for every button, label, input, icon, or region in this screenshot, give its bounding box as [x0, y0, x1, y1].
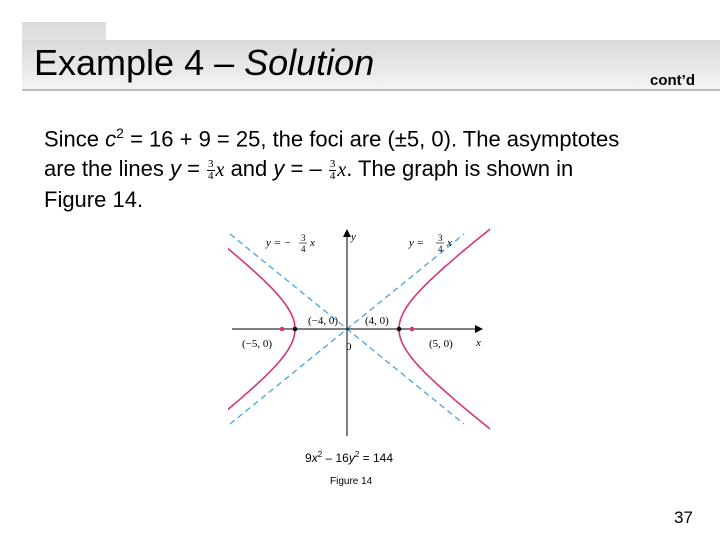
- page-number: 37: [674, 508, 693, 527]
- body-text-segment: Since: [44, 126, 106, 152]
- equation-coefficient: 9: [305, 451, 312, 465]
- equals-sign: =: [180, 156, 207, 182]
- exponent: 2: [116, 125, 124, 141]
- variable-y: y: [273, 156, 285, 182]
- vertex-left-point: [293, 327, 298, 332]
- asymptote-left-frac-num: 3: [301, 233, 306, 243]
- body-line-1: [44, 118, 704, 154]
- equation-exponent: 2: [317, 450, 323, 459]
- vertex-right-label: (4, 0): [365, 315, 389, 327]
- variable-x: x: [215, 159, 225, 182]
- variable-x: x: [337, 159, 347, 182]
- focus-right-label: (5, 0): [429, 338, 453, 350]
- vertex-left-label: (−4, 0): [308, 315, 339, 327]
- fraction-three-fourths: [329, 159, 337, 182]
- fraction-three-fourths: [207, 159, 215, 182]
- body-paragraph: [44, 118, 704, 215]
- slide-title: [34, 42, 374, 84]
- body-text-segment: and: [230, 156, 274, 182]
- equation-variable-x: x: [311, 451, 318, 465]
- hyperbola-graph: [228, 226, 490, 442]
- body-line-3: Figure 14.: [44, 187, 144, 213]
- asymptote-right-frac-den: 4: [438, 244, 443, 254]
- title-underline: [22, 89, 720, 91]
- asymptote-left-var: x: [310, 237, 315, 249]
- fraction-denominator: 4: [208, 170, 214, 183]
- equals-minus-sign: = –: [284, 156, 328, 182]
- hyperbola-left-branch: [228, 226, 295, 442]
- focus-left-label: (−5, 0): [242, 338, 273, 350]
- figure-caption: Figure 14: [330, 476, 373, 487]
- origin-label: 0: [346, 341, 352, 353]
- hyperbola-figure: [228, 226, 490, 442]
- variable-y: y: [169, 156, 181, 182]
- slide-title-plain: Example 4 –: [34, 42, 245, 83]
- hyperbola-equation: [305, 450, 393, 465]
- vertex-right-point: [397, 327, 402, 332]
- focus-left-point: [280, 327, 285, 332]
- asymptote-right-label: y =: [409, 237, 425, 249]
- body-text-segment: . The graph is shown in: [346, 156, 574, 182]
- fraction-numerator: 3: [208, 158, 214, 171]
- body-line-2: [44, 154, 704, 185]
- asymptote-left-label: y = −: [266, 237, 292, 249]
- y-axis-label: y: [351, 231, 356, 243]
- body-text-segment: = 16 + 9 = 25, the foci are (±5, 0). The asymptotes: [123, 126, 620, 152]
- asymptote-left-frac-den: 4: [301, 244, 306, 254]
- hyperbola-right-branch: [399, 226, 490, 442]
- body-text-segment: are the lines: [44, 156, 170, 182]
- equation-exponent: 2: [354, 450, 360, 459]
- x-axis-label: x: [476, 337, 481, 349]
- slide-title-italic: Solution: [244, 42, 375, 83]
- asymptote-right-frac-num: 3: [438, 233, 443, 243]
- focus-right-point: [410, 327, 415, 332]
- fraction-denominator: 4: [329, 170, 336, 183]
- variable-c: c: [105, 126, 117, 152]
- fraction-numerator: 3: [329, 158, 336, 171]
- continued-label: cont’d: [650, 72, 695, 89]
- asymptote-right-var: x: [447, 237, 452, 249]
- equation-rhs: = 144: [359, 451, 393, 465]
- equation-minus-term: – 16: [322, 451, 349, 465]
- equation-variable-y: y: [348, 451, 355, 465]
